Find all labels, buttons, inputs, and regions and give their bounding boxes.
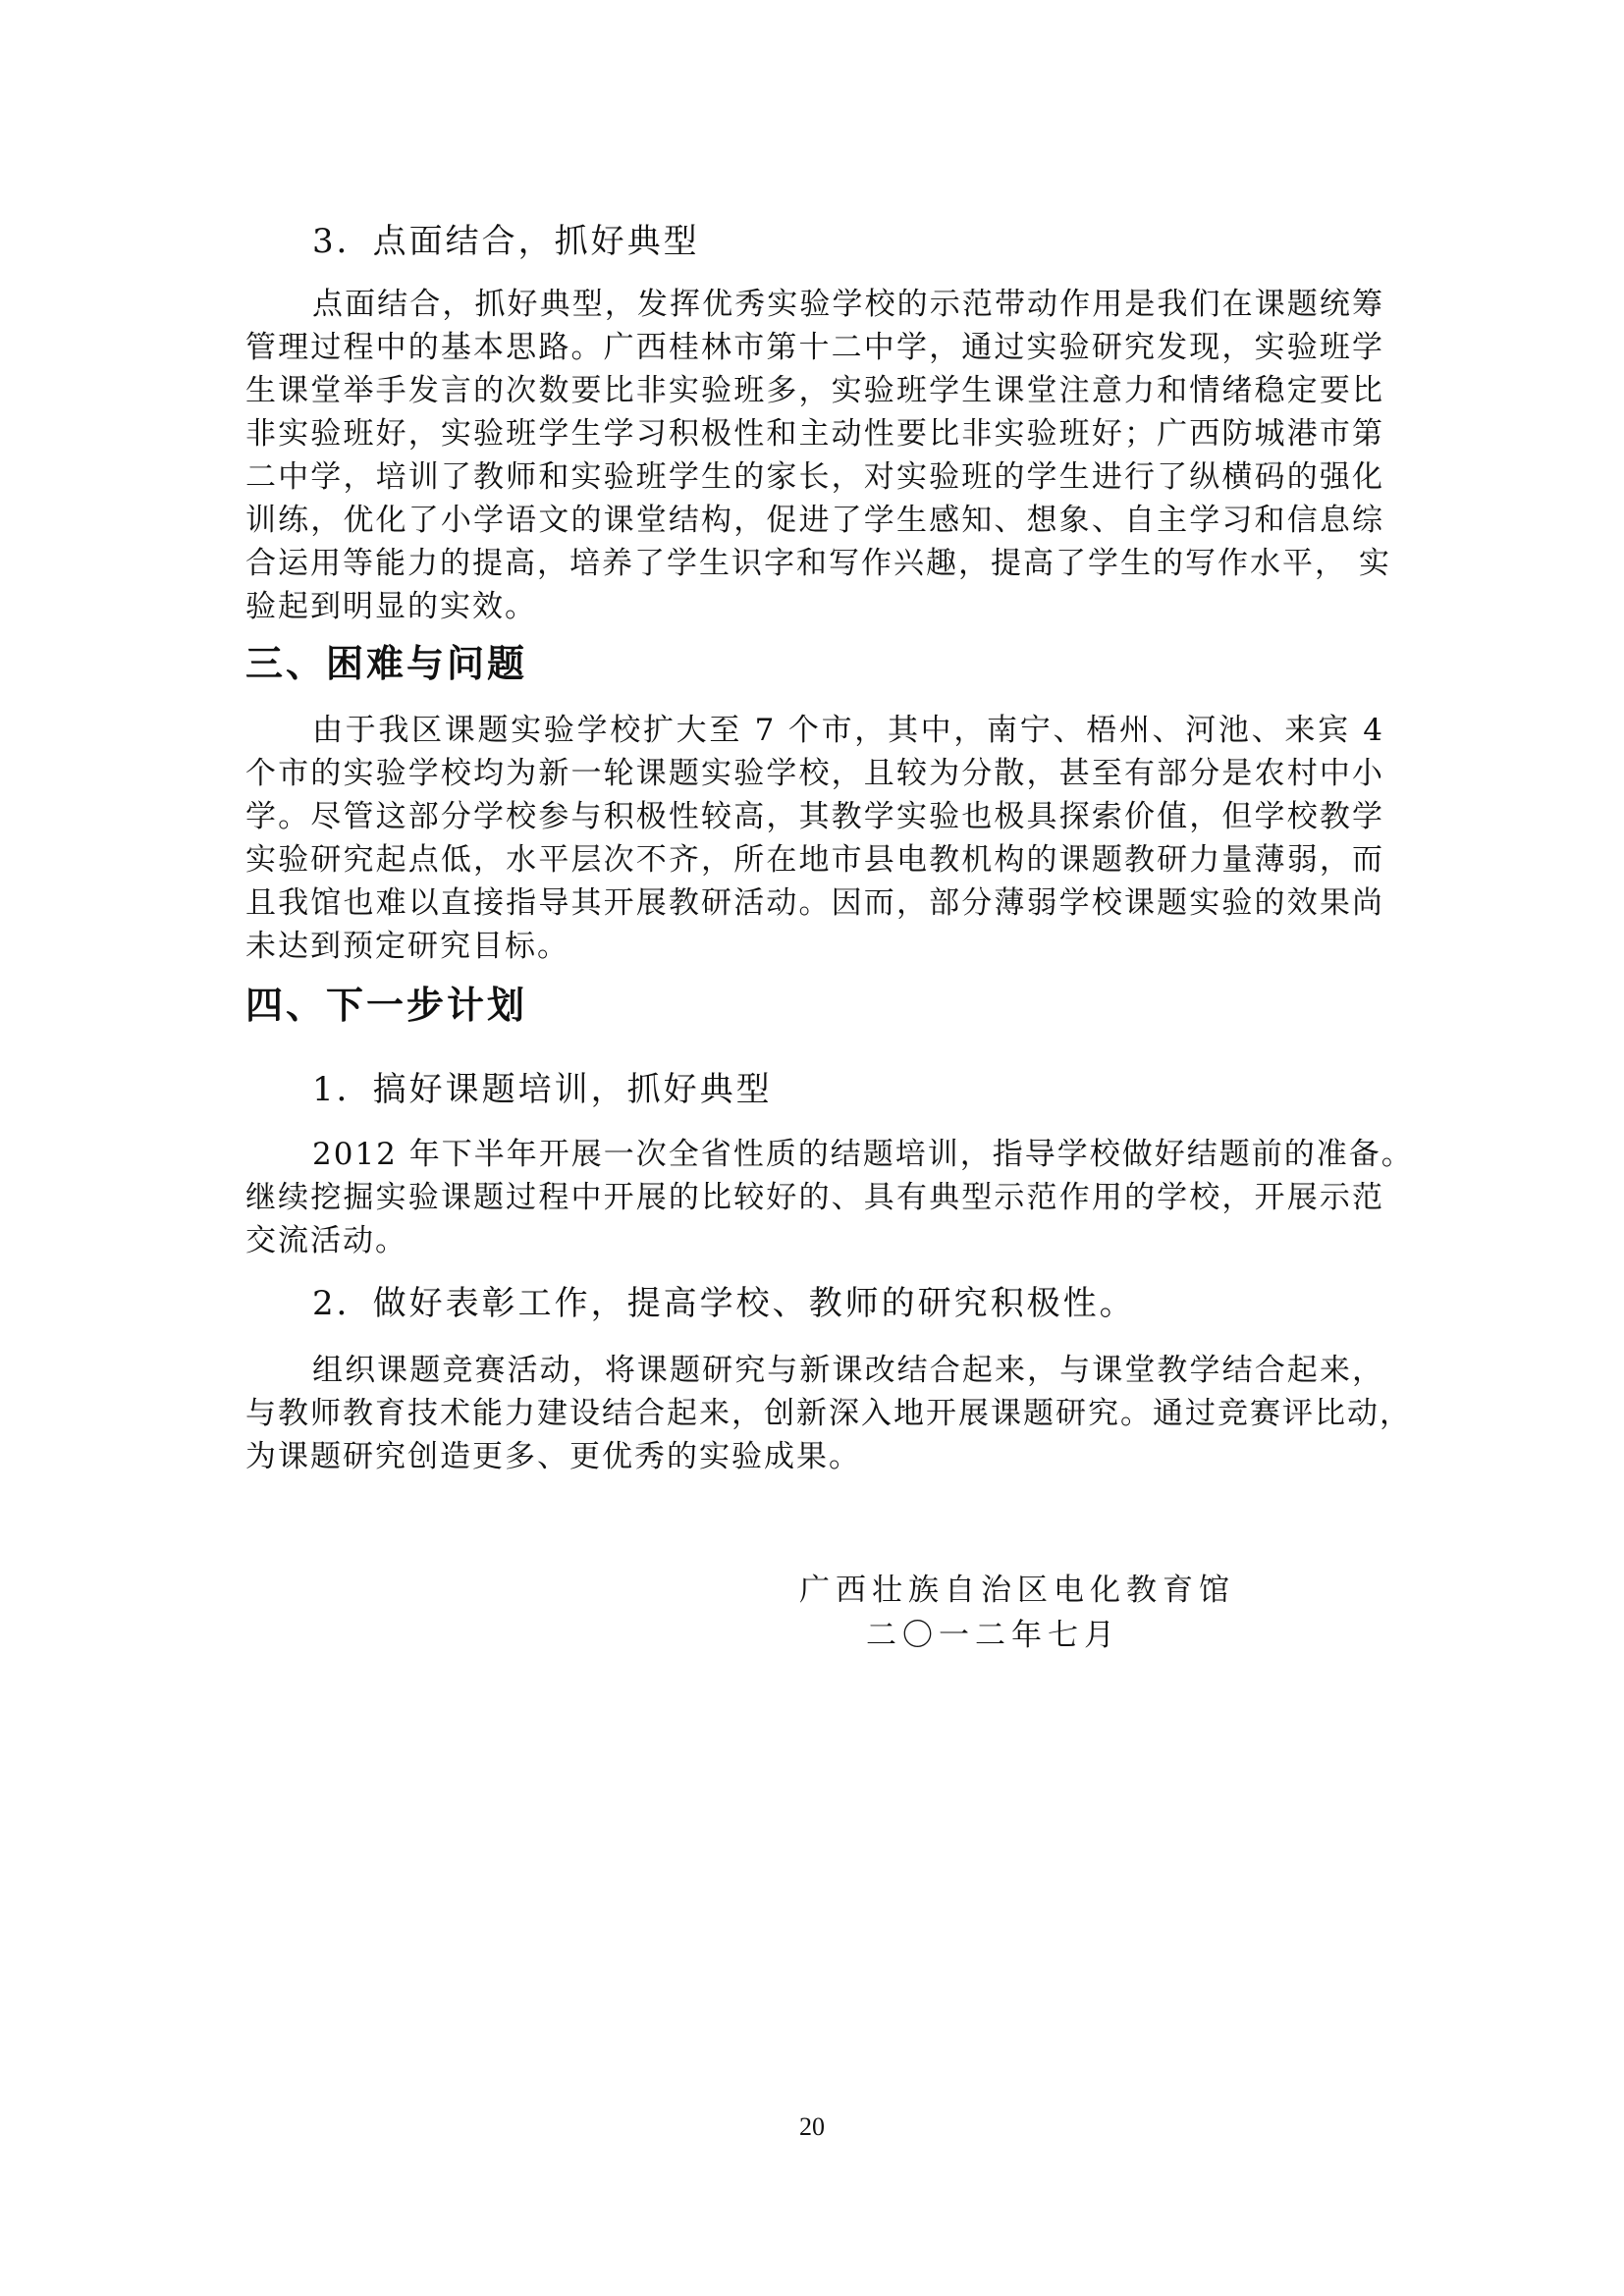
subheading-point-and-area: 3．点面结合，抓好典型 — [312, 222, 700, 261]
paragraph-line: 学。尽管这部分学校参与积极性较高，其教学实验也极具探索价值，但学校教学 — [245, 799, 1384, 834]
paragraph-line: 继续挖掘实验课题过程中开展的比较好的、具有典型示范作用的学校，开展示范 — [245, 1180, 1384, 1215]
paragraph-line: 交流活动。 — [245, 1223, 407, 1258]
paragraph-line: 实验研究起点低，水平层次不齐，所在地市县电教机构的课题教研力量薄弱，而 — [245, 842, 1384, 878]
paragraph-line: 训练，优化了小学语文的课堂结构，促进了学生感知、想象、自主学习和信息综 — [245, 503, 1384, 538]
paragraph-line: 由于我区课题实验学校扩大至 7 个市，其中，南宁、梧州、河池、来宾 4 — [312, 713, 1384, 748]
paragraph-line: 验起到明显的实效。 — [245, 589, 537, 624]
paragraph-line: 非实验班好，实验班学生学习积极性和主动性要比非实验班好；广西防城港市第 — [245, 416, 1384, 452]
paragraph-line: 未达到预定研究目标。 — [245, 929, 569, 964]
paragraph-line: 2012 年下半年开展一次全省性质的结题培训，指导学校做好结题前的准备。 — [312, 1137, 1414, 1172]
section-heading-difficulties: 三、困难与问题 — [245, 642, 528, 685]
subheading-commendation: 2．做好表彰工作，提高学校、教师的研究积极性。 — [312, 1284, 1136, 1323]
section-heading-next-plan: 四、下一步计划 — [245, 984, 528, 1027]
paragraph-line: 且我馆也难以直接指导其开展教研活动。因而，部分薄弱学校课题实验的效果尚 — [245, 885, 1384, 921]
subheading-training: 1．搞好课题培训，抓好典型 — [312, 1070, 773, 1109]
signature-date: 二〇一二年七月 — [866, 1618, 1120, 1653]
paragraph-line: 二中学，培训了教师和实验班学生的家长，对实验班的学生进行了纵横码的强化 — [245, 459, 1384, 495]
signature-organization: 广西壮族自治区电化教育馆 — [799, 1573, 1235, 1608]
paragraph-line: 合运用等能力的提高，培养了学生识字和写作兴趣，提高了学生的写作水平， 实 — [245, 546, 1391, 581]
paragraph-line: 点面结合，抓好典型，发挥优秀实验学校的示范带动作用是我们在课题统筹 — [312, 287, 1384, 322]
paragraph-line: 组织课题竞赛活动，将课题研究与新课改结合起来，与课堂教学结合起来， — [312, 1353, 1384, 1388]
page-number: 20 — [799, 2112, 825, 2141]
paragraph-line: 管理过程中的基本思路。广西桂林市第十二中学，通过实验研究发现，实验班学 — [245, 330, 1384, 365]
paragraph-line: 为课题研究创造更多、更优秀的实验成果。 — [245, 1439, 861, 1474]
paragraph-line: 个市的实验学校均为新一轮课题实验学校，且较为分散，甚至有部分是农村中小 — [245, 756, 1384, 791]
paragraph-line: 生课堂举手发言的次数要比非实验班多，实验班学生课堂注意力和情绪稳定要比 — [245, 373, 1384, 408]
paragraph-line: 与教师教育技术能力建设结合起来，创新深入地开展课题研究。通过竞赛评比动， — [245, 1396, 1412, 1431]
